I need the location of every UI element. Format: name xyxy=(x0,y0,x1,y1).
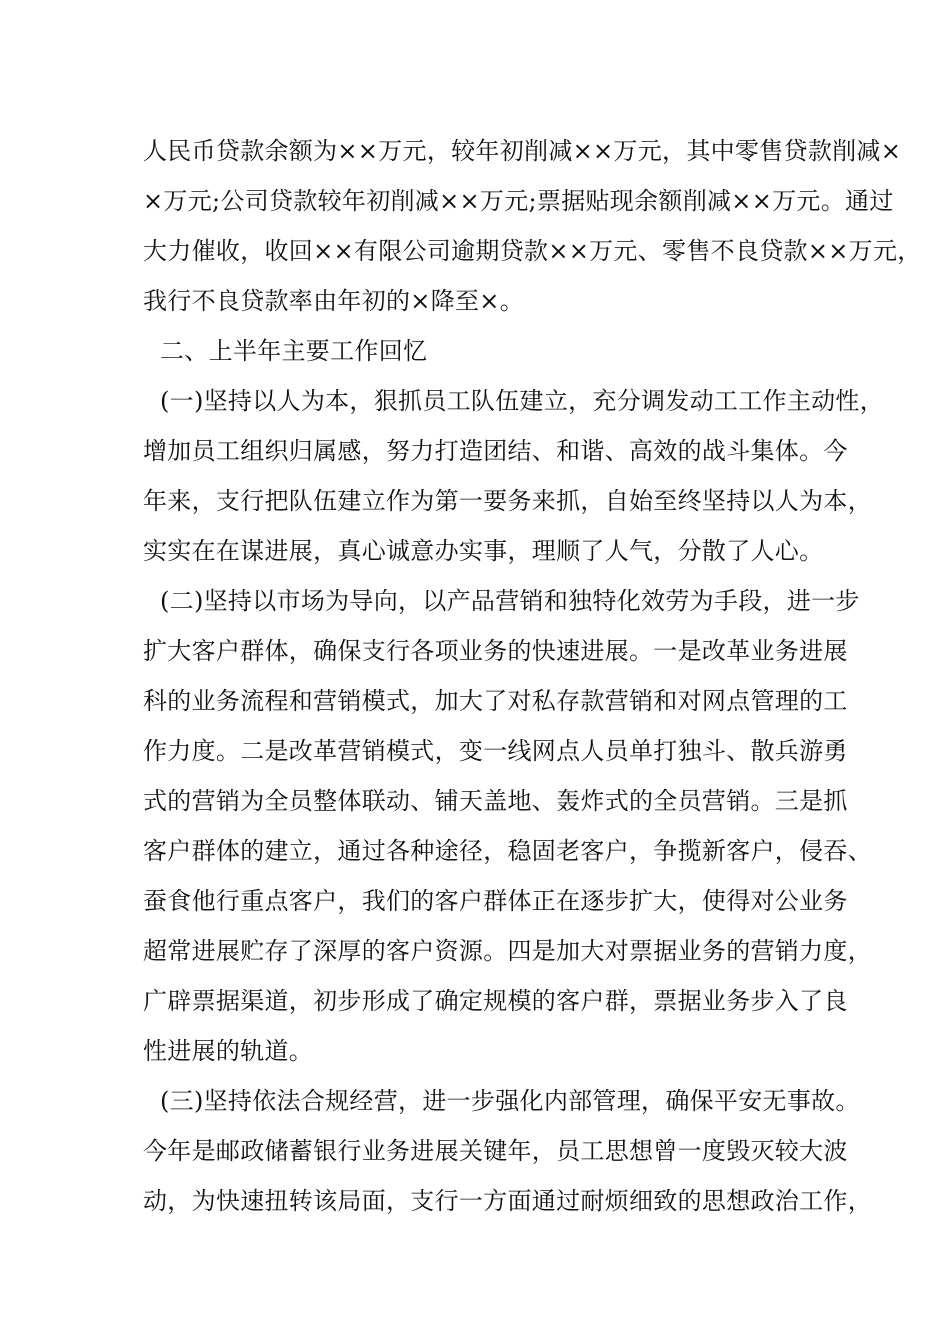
text-line: (一)坚持以人为本，狠抓员工队伍建立，充分调发动工工作主动性， xyxy=(160,387,885,415)
text-line: 我行不良贷款率由年初的×降至×。 xyxy=(143,287,525,315)
text-line: 蚕食他行重点客户，我们的客户群体正在逐步扩大，使得对公业务 xyxy=(143,887,848,915)
text-line: 年来，支行把队伍建立作为第一要务来抓，自始至终坚持以人为本， xyxy=(143,487,872,515)
text-line: 客户群体的建立，通过各种途径，稳固老客户，争揽新客户，侵吞、 xyxy=(143,837,872,865)
text-line: 大力催收，收回××有限公司逾期贷款××万元、零售不良贷款××万元， xyxy=(143,237,922,265)
text-line: 超常进展贮存了深厚的客户资源。四是加大对票据业务的营销力度， xyxy=(143,937,872,965)
text-line: 人民币贷款余额为××万元，较年初削减××万元，其中零售贷款削减× xyxy=(143,137,902,165)
text-line: (三)坚持依法合规经营，进一步强化内部管理，确保平安无事故。 xyxy=(160,1087,860,1115)
text-line: ×万元;公司贷款较年初削减××万元;票据贴现余额削减××万元。通过 xyxy=(143,187,894,215)
text-line: 扩大客户群体，确保支行各项业务的快速进展。一是改革业务进展 xyxy=(143,637,848,665)
text-line: 科的业务流程和营销模式，加大了对私存款营销和对网点管理的工 xyxy=(143,687,848,715)
text-line: 动，为快速扭转该局面，支行一方面通过耐烦细致的思想政治工作， xyxy=(143,1187,872,1215)
section-heading: 二、上半年主要工作回忆 xyxy=(160,337,428,365)
text-line: (二)坚持以市场为导向，以产品营销和独特化效劳为手段，进一步 xyxy=(160,587,860,615)
text-line: 性进展的轨道。 xyxy=(143,1037,314,1065)
text-line: 实实在在谋进展，真心诚意办实事，理顺了人气，分散了人心。 xyxy=(143,537,824,565)
text-line: 广辟票据渠道，初步形成了确定规模的客户群，票据业务步入了良 xyxy=(143,987,848,1015)
text-line: 增加员工组织归属感，努力打造团结、和谐、高效的战斗集体。今 xyxy=(143,437,848,465)
text-line: 今年是邮政储蓄银行业务进展关键年，员工思想曾一度毁灭较大波 xyxy=(143,1137,848,1165)
text-line: 式的营销为全员整体联动、铺天盖地、轰炸式的全员营销。三是抓 xyxy=(143,787,848,815)
text-line: 作力度。二是改革营销模式，变一线网点人员单打独斗、散兵游勇 xyxy=(143,737,848,765)
